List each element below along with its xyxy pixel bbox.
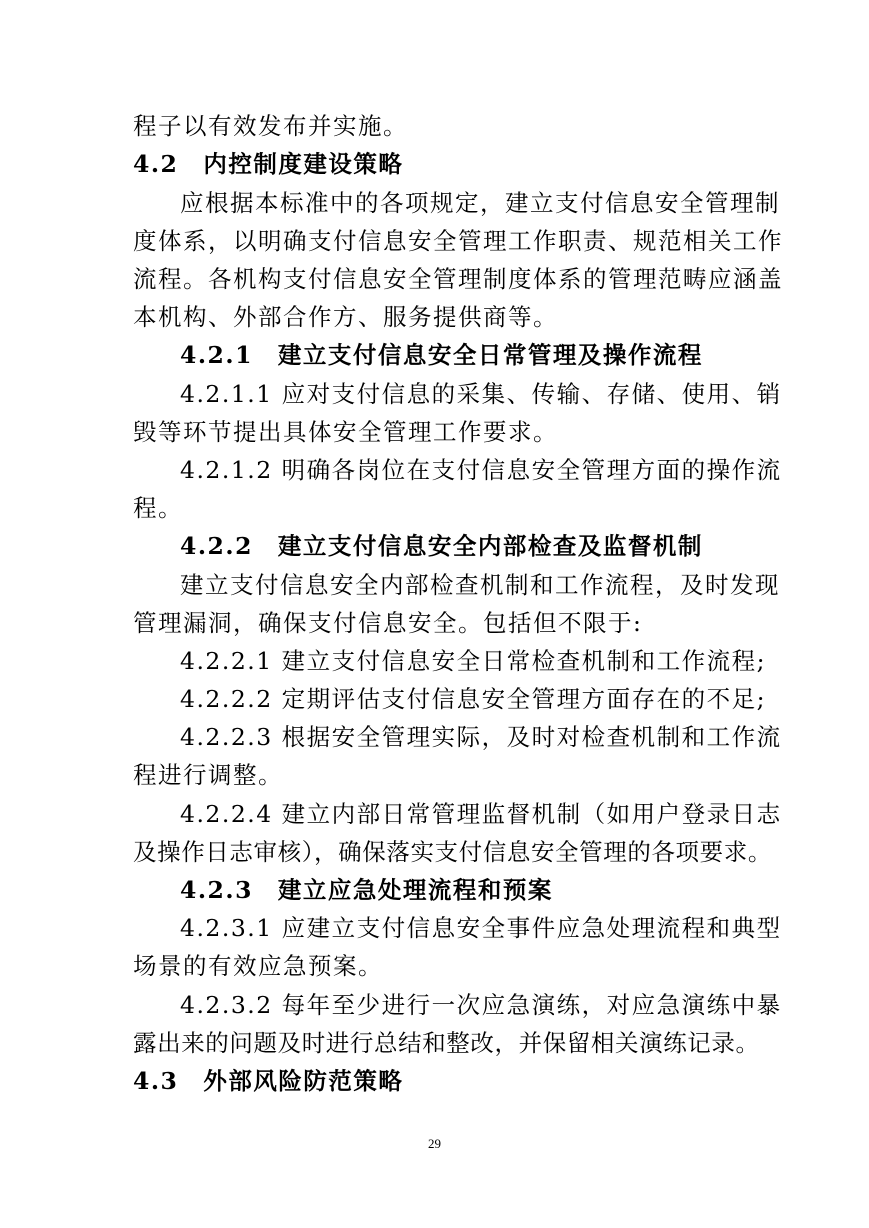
section-heading-4-2-1: 4.2.1 建立支付信息安全日常管理及操作流程 <box>180 341 703 369</box>
paragraph-line: 4.2.2.1 建立支付信息安全日常检查机制和工作流程; <box>180 647 767 675</box>
paragraph-line: 建立支付信息安全内部检查机制和工作流程，及时发现 <box>180 571 780 599</box>
paragraph-line: 毁等环节提出具体安全管理工作要求。 <box>133 418 558 446</box>
section-heading-4-2: 4.2 内控制度建设策略 <box>133 150 404 178</box>
section-heading-4-3: 4.3 外部风险防范策略 <box>133 1067 404 1095</box>
paragraph-line: 4.2.1.1 应对支付信息的采集、传输、存储、使用、销 <box>180 380 782 408</box>
paragraph-line: 场景的有效应急预案。 <box>133 952 383 980</box>
paragraph-line: 度体系，以明确支付信息安全管理工作职责、规范相关工作 <box>133 227 783 255</box>
paragraph-line: 程。 <box>133 494 183 522</box>
paragraph-line: 及操作日志审核），确保落实支付信息安全管理的各项要求。 <box>133 838 772 866</box>
paragraph-line: 4.2.2.2 定期评估支付信息安全管理方面存在的不足; <box>180 685 767 713</box>
paragraph-line: 应根据本标准中的各项规定，建立支付信息安全管理制 <box>180 189 780 217</box>
paragraph-line: 程子以有效发布并实施。 <box>133 112 408 140</box>
paragraph-line: 露出来的问题及时进行总结和整改，并保留相关演练记录。 <box>133 1029 760 1057</box>
paragraph-line: 4.2.1.2 明确各岗位在支付信息安全管理方面的操作流 <box>180 456 782 484</box>
section-heading-4-2-3: 4.2.3 建立应急处理流程和预案 <box>180 876 553 904</box>
paragraph-line: 4.2.3.1 应建立支付信息安全事件应急处理流程和典型 <box>180 914 782 942</box>
paragraph-line: 4.2.3.2 每年至少进行一次应急演练，对应急演练中暴 <box>180 991 782 1019</box>
paragraph-line: 本机构、外部合作方、服务提供商等。 <box>133 303 558 331</box>
paragraph-line: 管理漏洞，确保支付信息安全。包括但不限于: <box>133 609 643 637</box>
paragraph-line: 4.2.2.3 根据安全管理实际，及时对检查机制和工作流 <box>180 723 782 751</box>
page-number: 29 <box>428 1136 441 1151</box>
paragraph-line: 4.2.2.4 建立内部日常管理监督机制（如用户登录日志 <box>180 800 782 828</box>
paragraph-line: 流程。各机构支付信息安全管理制度体系的管理范畴应涵盖 <box>133 265 783 293</box>
paragraph-line: 程进行调整。 <box>133 761 283 789</box>
section-heading-4-2-2: 4.2.2 建立支付信息安全内部检查及监督机制 <box>180 532 703 560</box>
